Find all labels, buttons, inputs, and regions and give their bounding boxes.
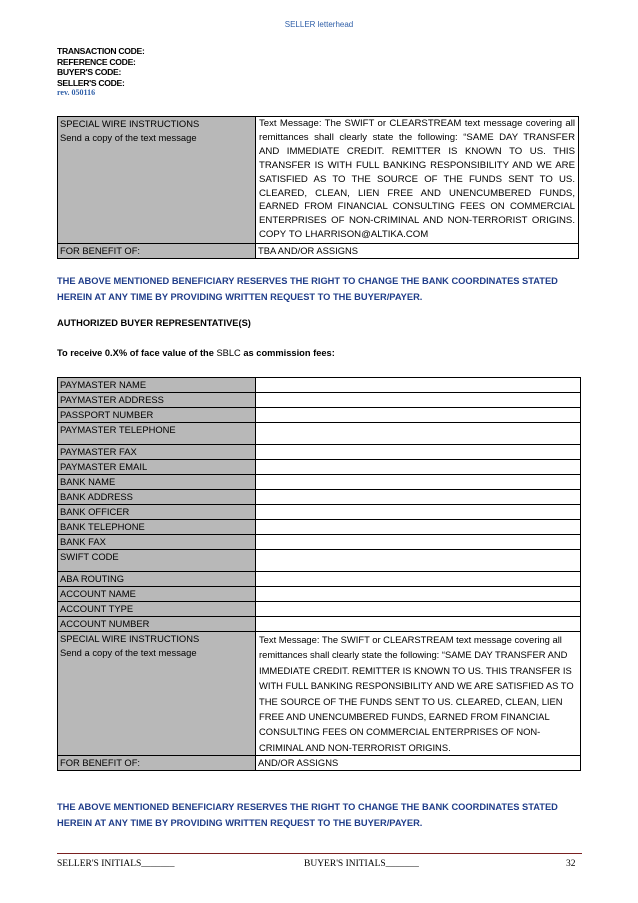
field-value [256, 505, 581, 520]
field-value [256, 490, 581, 505]
benefit-value: AND/OR ASSIGNS [256, 756, 581, 771]
field-label: PAYMASTER EMAIL [58, 460, 256, 475]
buyer-code-label: BUYER'S CODE: [57, 67, 122, 78]
field-value [256, 423, 581, 445]
field-value [256, 378, 581, 393]
wire-message-text: Text Message: The SWIFT or CLEARSTREAM text message covering all remittances shall clearly state the following: “SAME DAY TRANSFER AND IMMEDIATE CREDIT. REMITTER IS KNOWN TO US. THIS TRANSFER IS WITH FULL BANKING RESPONSIBILITY AND WE ARE SATISFIED AS TO THE SOURCE OF THE FUNDS SENT TO US. CLEARED, CLEAN, LIEN FREE AND UNENCUMBERED FUNDS, EARNED FROM FINANCIAL CONSULTING FEES ON COMMERCIAL ENTERPRISES OF NON-CRIMINAL AND NON-TERRORIST ORIGINS. [256, 632, 581, 756]
wire-instructions-title: SPECIAL WIRE INSTRUCTIONS [60, 633, 200, 644]
field-label: BANK TELEPHONE [58, 520, 256, 535]
field-label: ACCOUNT NUMBER [58, 617, 256, 632]
benefit-label: FOR BENEFIT OF: [58, 756, 256, 771]
field-value [256, 602, 581, 617]
field-label: ACCOUNT NAME [58, 587, 256, 602]
transaction-code-label: TRANSACTION CODE: [57, 46, 145, 56]
authorized-representative-heading: AUTHORIZED BUYER REPRESENTATIVE(S) [57, 318, 251, 328]
field-value [256, 445, 581, 460]
letterhead: SELLER letterhead [284, 20, 354, 29]
revision-label: rev. 050116 [57, 88, 96, 98]
wire-message-text: Text Message: The SWIFT or CLEARSTREAM text message covering all remittances shall clearly state the following: “SAME DAY TRANSFER AND IMMEDIATE CREDIT. REMITTER IS KNOWN TO US. THIS TRANSFER IS WITH FULL BANKING RESPONSIBILITY AND WE ARE SATISFIED AS TO THE SOURCE OF THE FUNDS SENT TO US. CLEARED, CLEAN, LIEN FREE AND UNENCUMBERED FUNDS, EARNED FROM FINANCIAL CONSULTING FEES ON COMMERCIAL ENTERPRISES OF NON-CRIMINAL AND NON-TERRORIST ORIGINS. COPY TO LHARRISON@ALTIKA.COM [256, 117, 579, 244]
field-value [256, 587, 581, 602]
field-value [256, 475, 581, 490]
seller-code-label: SELLER'S CODE: [57, 77, 125, 88]
field-label: SWIFT CODE [58, 550, 256, 572]
beneficiary-notice: THE ABOVE MENTIONED BENEFICIARY RESERVES THE RIGHT TO CHANGE THE BANK COORDINATES STATED HEREIN AT ANY TIME BY PROVIDING WRITTEN REQUEST TO THE BUYER/PAYER. [57, 276, 558, 302]
field-label: PAYMASTER FAX [58, 445, 256, 460]
field-label: PAYMASTER TELEPHONE [58, 423, 256, 445]
field-value [256, 535, 581, 550]
field-value [256, 550, 581, 572]
wire-instructions-table-1 [57, 116, 579, 259]
field-value [256, 520, 581, 535]
wire-instructions-label-cell [58, 632, 256, 756]
commission-post: as commission fees: [240, 348, 335, 358]
field-label: BANK FAX [58, 535, 256, 550]
commission-pre: To receive 0.X% of face value of the [57, 348, 217, 358]
field-value [256, 460, 581, 475]
footer-divider [57, 853, 582, 854]
field-label: PASSPORT NUMBER [58, 408, 256, 423]
commission-line [57, 348, 335, 358]
field-value [256, 617, 581, 632]
seller-initials: SELLER'S INITIALS_______ [57, 859, 175, 869]
field-value [256, 408, 581, 423]
codes-block [57, 46, 145, 99]
commission-sblc: SBLC [216, 348, 241, 358]
field-value [256, 393, 581, 408]
field-label: PAYMASTER ADDRESS [58, 393, 256, 408]
page-number: 32 [566, 859, 576, 869]
wire-instructions-subtitle: Send a copy of the text message [60, 131, 197, 143]
field-label: PAYMASTER NAME [58, 378, 256, 393]
reference-code-label: REFERENCE CODE: [57, 56, 136, 67]
wire-instructions-label-cell [58, 117, 256, 244]
field-label: BANK OFFICER [58, 505, 256, 520]
beneficiary-notice: THE ABOVE MENTIONED BENEFICIARY RESERVES THE RIGHT TO CHANGE THE BANK COORDINATES STATED HEREIN AT ANY TIME BY PROVIDING WRITTEN REQUEST TO THE BUYER/PAYER. [57, 802, 558, 828]
wire-instructions-title: SPECIAL WIRE INSTRUCTIONS [60, 118, 200, 129]
buyer-initials: BUYER'S INITIALS_______ [304, 859, 419, 869]
benefit-value: TBA AND/OR ASSIGNS [256, 244, 579, 259]
field-label: ABA ROUTING [58, 572, 256, 587]
field-label: BANK NAME [58, 475, 256, 490]
field-value [256, 572, 581, 587]
field-label: BANK ADDRESS [58, 490, 256, 505]
field-label: ACCOUNT TYPE [58, 602, 256, 617]
wire-instructions-subtitle: Send a copy of the text message [60, 647, 197, 658]
paymaster-table [57, 377, 581, 771]
benefit-label: FOR BENEFIT OF: [58, 244, 256, 259]
